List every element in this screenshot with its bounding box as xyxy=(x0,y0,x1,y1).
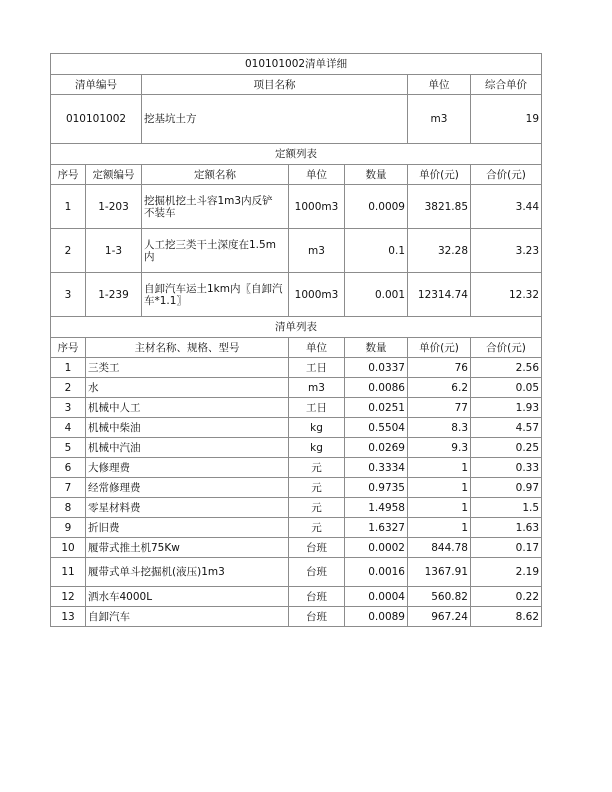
quota-unit: 1000m3 xyxy=(289,273,345,317)
item-unit: 元 xyxy=(289,458,345,478)
item-price: 1 xyxy=(408,498,471,518)
item-total: 1.5 xyxy=(471,498,542,518)
bill-header-row xyxy=(51,75,542,95)
item-name: 零星材料费 xyxy=(86,498,289,518)
list-header-price: 单价(元) xyxy=(408,338,471,358)
item-price: 560.82 xyxy=(408,587,471,607)
quota-header-qty: 数量 xyxy=(345,165,408,185)
quota-qty: 0.0009 xyxy=(345,185,408,229)
bill-detail-sheet xyxy=(50,53,541,627)
list-section-title: 清单列表 xyxy=(51,317,542,338)
quota-no: 1 xyxy=(51,185,86,229)
bill-code: 010101002 xyxy=(51,95,142,144)
item-unit: m3 xyxy=(289,378,345,398)
item-qty: 0.9735 xyxy=(345,478,408,498)
item-price: 1 xyxy=(408,478,471,498)
header-unit: 单位 xyxy=(408,75,471,95)
quota-total: 3.44 xyxy=(471,185,542,229)
item-unit: 台班 xyxy=(289,558,345,587)
item-price: 76 xyxy=(408,358,471,378)
item-no: 8 xyxy=(51,498,86,518)
quota-code: 1-239 xyxy=(86,273,142,317)
quota-total: 12.32 xyxy=(471,273,542,317)
list-header-qty: 数量 xyxy=(345,338,408,358)
item-unit: 元 xyxy=(289,478,345,498)
item-no: 12 xyxy=(51,587,86,607)
item-price: 1367.91 xyxy=(408,558,471,587)
item-qty: 1.6327 xyxy=(345,518,408,538)
item-name: 履带式单斗挖掘机(液压)1m3 xyxy=(86,558,289,587)
item-unit: 工日 xyxy=(289,398,345,418)
item-name: 机械中汽油 xyxy=(86,438,289,458)
item-price: 1 xyxy=(408,518,471,538)
quota-price: 32.28 xyxy=(408,229,471,273)
table-row xyxy=(51,438,542,458)
header-unit-price: 综合单价 xyxy=(471,75,542,95)
list-header-name: 主材名称、规格、型号 xyxy=(86,338,289,358)
item-total: 0.17 xyxy=(471,538,542,558)
item-qty: 0.0002 xyxy=(345,538,408,558)
quota-header-total: 合价(元) xyxy=(471,165,542,185)
item-qty: 0.0004 xyxy=(345,587,408,607)
quota-header-name: 定额名称 xyxy=(142,165,289,185)
item-total: 0.25 xyxy=(471,438,542,458)
item-total: 0.22 xyxy=(471,587,542,607)
quota-row xyxy=(51,229,542,273)
quota-header-code: 定额编号 xyxy=(86,165,142,185)
quota-price: 12314.74 xyxy=(408,273,471,317)
item-unit: kg xyxy=(289,418,345,438)
item-price: 844.78 xyxy=(408,538,471,558)
item-no: 11 xyxy=(51,558,86,587)
item-no: 10 xyxy=(51,538,86,558)
item-name: 机械中柴油 xyxy=(86,418,289,438)
quota-section-title: 定额列表 xyxy=(51,144,542,165)
item-no: 6 xyxy=(51,458,86,478)
quota-price: 3821.85 xyxy=(408,185,471,229)
item-price: 77 xyxy=(408,398,471,418)
item-qty: 0.3334 xyxy=(345,458,408,478)
quota-total: 3.23 xyxy=(471,229,542,273)
item-price: 1 xyxy=(408,458,471,478)
bill-row xyxy=(51,95,542,144)
item-unit: 台班 xyxy=(289,587,345,607)
header-item-name: 项目名称 xyxy=(142,75,408,95)
bill-detail-table xyxy=(50,53,542,627)
item-unit: kg xyxy=(289,438,345,458)
quota-header-unit: 单位 xyxy=(289,165,345,185)
item-no: 3 xyxy=(51,398,86,418)
item-name: 三类工 xyxy=(86,358,289,378)
material-list xyxy=(51,358,542,627)
item-unit: 元 xyxy=(289,518,345,538)
item-qty: 0.0089 xyxy=(345,607,408,627)
item-name: 水 xyxy=(86,378,289,398)
item-no: 13 xyxy=(51,607,86,627)
quota-code: 1-3 xyxy=(86,229,142,273)
table-row xyxy=(51,418,542,438)
quota-no: 3 xyxy=(51,273,86,317)
table-row xyxy=(51,538,542,558)
item-total: 1.93 xyxy=(471,398,542,418)
item-no: 5 xyxy=(51,438,86,458)
item-name: 履带式推土机75Kw xyxy=(86,538,289,558)
list-header-unit: 单位 xyxy=(289,338,345,358)
item-price: 8.3 xyxy=(408,418,471,438)
table-row xyxy=(51,358,542,378)
item-qty: 0.0337 xyxy=(345,358,408,378)
bill-name: 挖基坑土方 xyxy=(142,95,408,144)
item-no: 7 xyxy=(51,478,86,498)
item-total: 8.62 xyxy=(471,607,542,627)
item-unit: 台班 xyxy=(289,538,345,558)
table-row xyxy=(51,378,542,398)
quota-qty: 0.001 xyxy=(345,273,408,317)
item-no: 4 xyxy=(51,418,86,438)
item-unit: 工日 xyxy=(289,358,345,378)
table-row xyxy=(51,398,542,418)
item-price: 6.2 xyxy=(408,378,471,398)
table-row xyxy=(51,587,542,607)
item-price: 9.3 xyxy=(408,438,471,458)
list-header-no: 序号 xyxy=(51,338,86,358)
item-qty: 0.0016 xyxy=(345,558,408,587)
item-price: 967.24 xyxy=(408,607,471,627)
quota-qty: 0.1 xyxy=(345,229,408,273)
quota-unit: m3 xyxy=(289,229,345,273)
quota-unit: 1000m3 xyxy=(289,185,345,229)
quota-row xyxy=(51,185,542,229)
quota-name: 挖掘机挖土斗容1m3内反铲 不装车 xyxy=(142,185,289,229)
item-total: 0.33 xyxy=(471,458,542,478)
item-unit: 台班 xyxy=(289,607,345,627)
table-row xyxy=(51,607,542,627)
item-total: 2.56 xyxy=(471,358,542,378)
item-total: 0.05 xyxy=(471,378,542,398)
list-header-row xyxy=(51,338,542,358)
table-row xyxy=(51,518,542,538)
quota-row xyxy=(51,273,542,317)
sheet-title: 010101002清单详细 xyxy=(51,54,542,75)
bill-price: 19 xyxy=(471,95,542,144)
item-total: 0.97 xyxy=(471,478,542,498)
quota-name: 自卸汽车运土1km内〖自卸汽车*1.1〗 xyxy=(142,273,289,317)
item-name: 大修理费 xyxy=(86,458,289,478)
quota-header-price: 单价(元) xyxy=(408,165,471,185)
item-name: 洒水车4000L xyxy=(86,587,289,607)
table-row xyxy=(51,478,542,498)
list-header-total: 合价(元) xyxy=(471,338,542,358)
table-row xyxy=(51,498,542,518)
quota-name: 人工挖三类干土深度在1.5m内 xyxy=(142,229,289,273)
quota-header-no: 序号 xyxy=(51,165,86,185)
quota-code: 1-203 xyxy=(86,185,142,229)
item-qty: 1.4958 xyxy=(345,498,408,518)
bill-unit: m3 xyxy=(408,95,471,144)
item-name: 经常修理费 xyxy=(86,478,289,498)
header-bill-code: 清单编号 xyxy=(51,75,142,95)
item-qty: 0.0269 xyxy=(345,438,408,458)
item-no: 9 xyxy=(51,518,86,538)
item-no: 2 xyxy=(51,378,86,398)
item-qty: 0.0251 xyxy=(345,398,408,418)
item-name: 机械中人工 xyxy=(86,398,289,418)
item-no: 1 xyxy=(51,358,86,378)
table-row xyxy=(51,558,542,587)
item-total: 4.57 xyxy=(471,418,542,438)
item-total: 1.63 xyxy=(471,518,542,538)
quota-header-row xyxy=(51,165,542,185)
table-row xyxy=(51,458,542,478)
item-total: 2.19 xyxy=(471,558,542,587)
item-name: 自卸汽车 xyxy=(86,607,289,627)
item-name: 折旧费 xyxy=(86,518,289,538)
item-qty: 0.0086 xyxy=(345,378,408,398)
item-unit: 元 xyxy=(289,498,345,518)
quota-no: 2 xyxy=(51,229,86,273)
item-qty: 0.5504 xyxy=(345,418,408,438)
